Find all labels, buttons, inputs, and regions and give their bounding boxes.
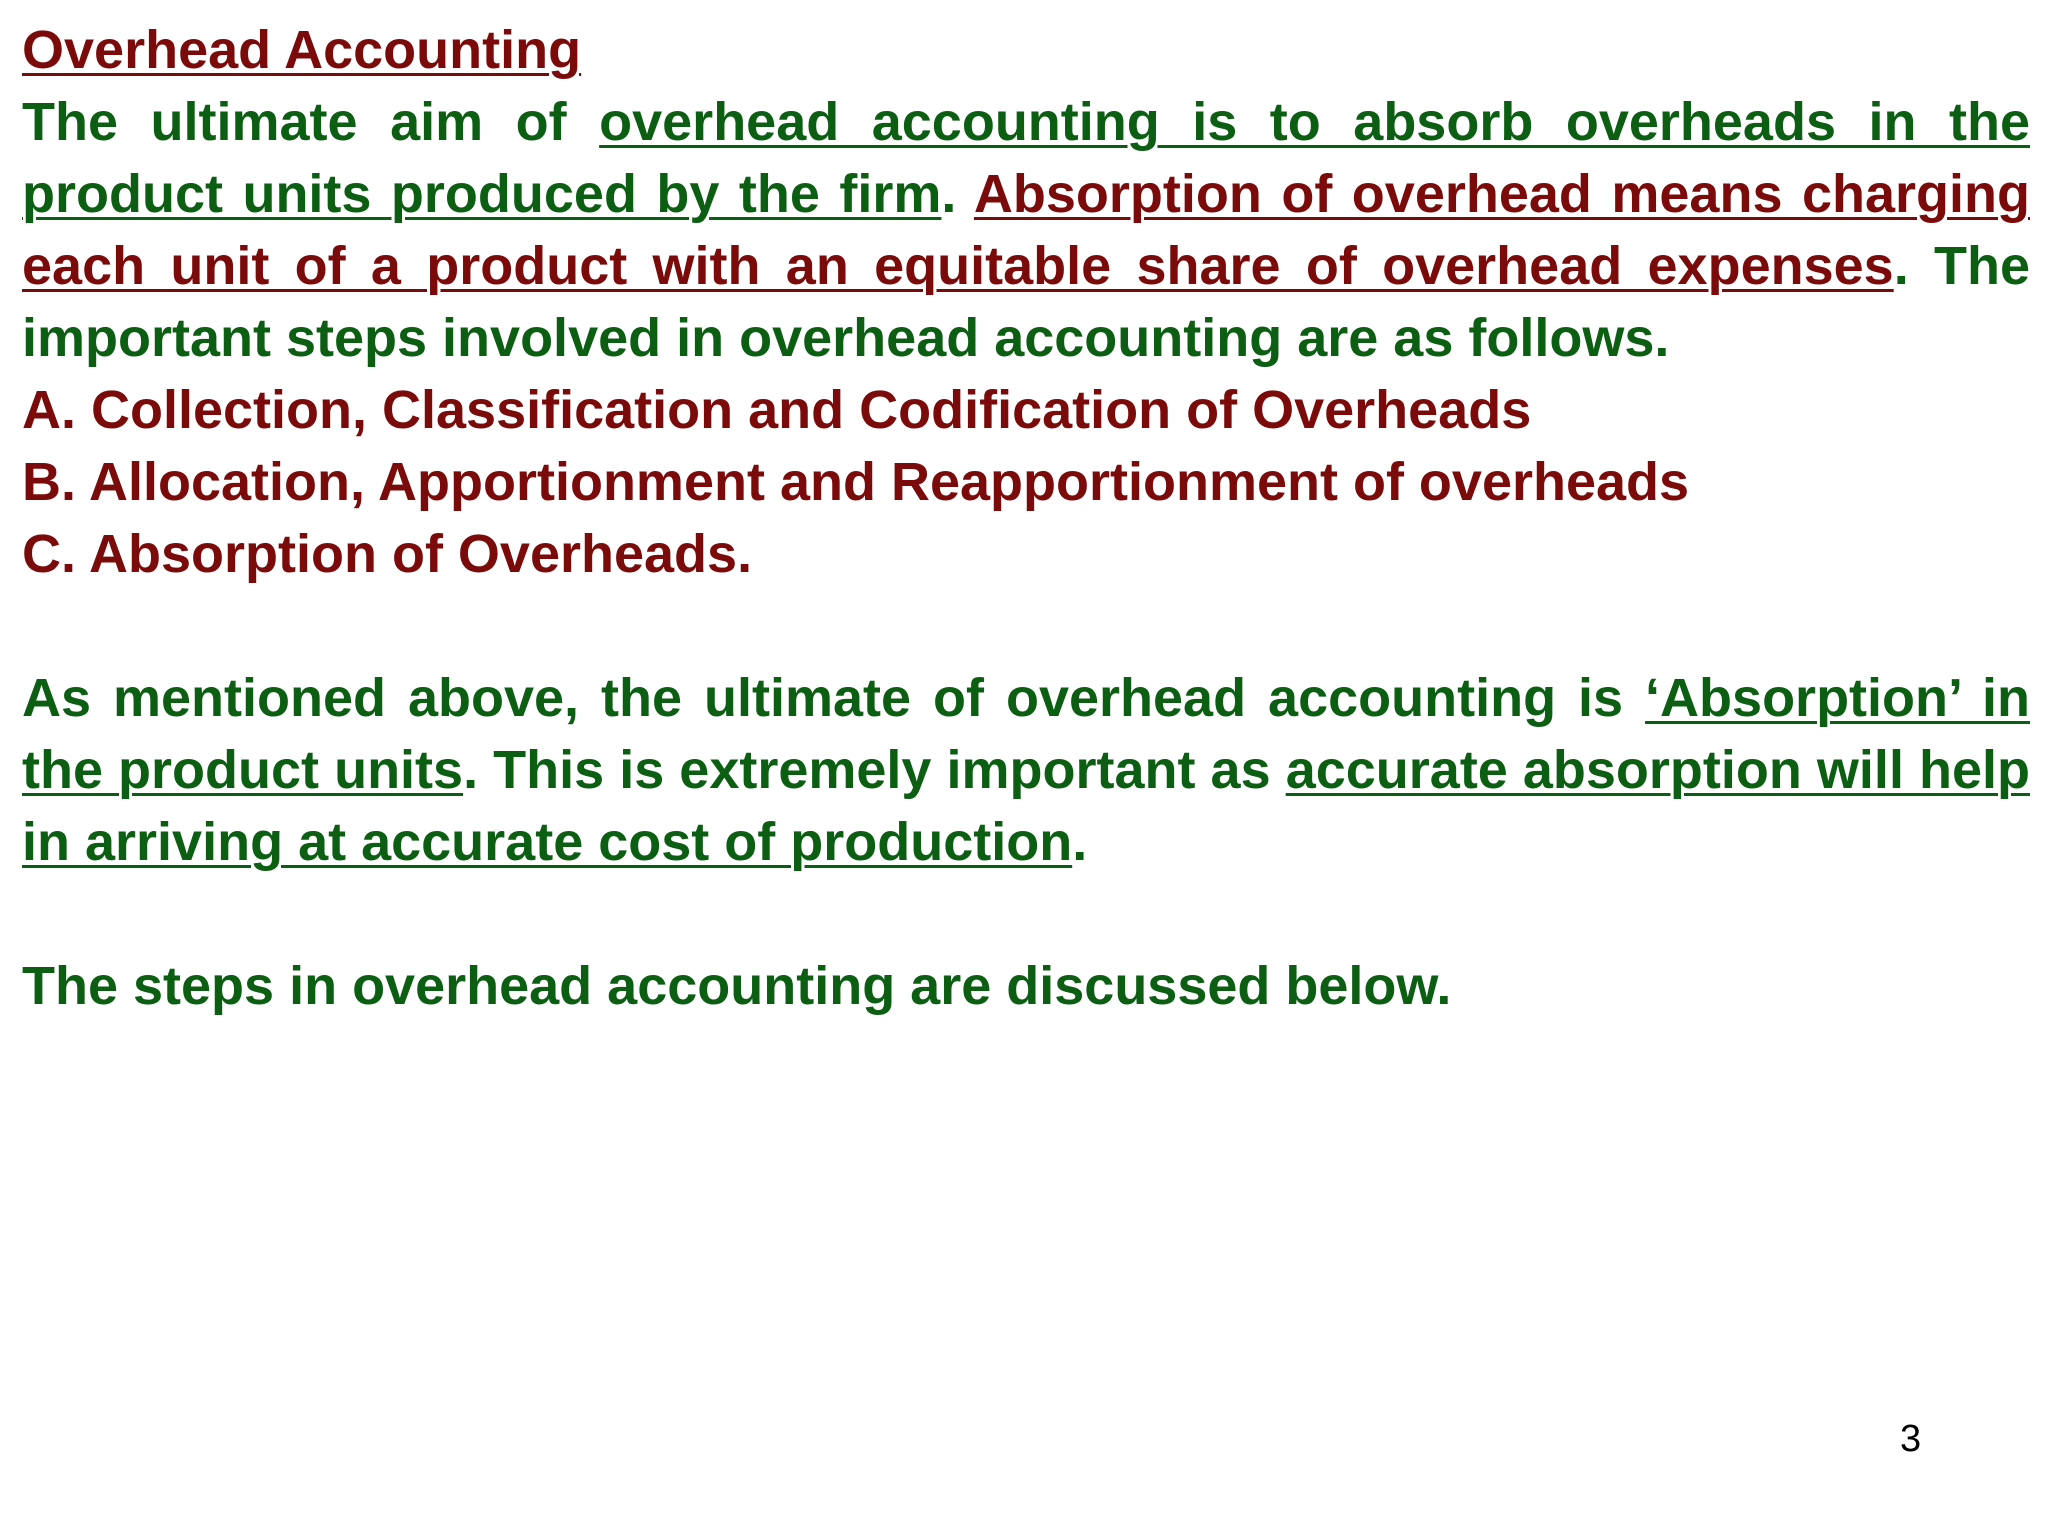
spacer — [22, 590, 2030, 662]
step-item-c: C. Absorption of Overheads. — [22, 524, 753, 584]
slide-title: Overhead Accounting — [22, 20, 582, 80]
absorption-paragraph — [22, 662, 2030, 878]
intro-text-end: . The important steps involved in overhead accounting are as follows. — [22, 236, 2030, 368]
closing-sentence: The steps in overhead accounting are discussed below. — [22, 956, 1452, 1016]
page-number: 3 — [1900, 1418, 1922, 1460]
intro-text-start: The ultimate aim of — [22, 92, 600, 152]
slide-content — [22, 14, 2030, 1022]
absorption-text-end: . — [1072, 812, 1088, 872]
absorption-underlined-phrase: ‘Absorption’ in the product units — [22, 668, 2030, 800]
absorption-definition: Absorption of overhead means charging each unit of a product with an equitable share of overhead expenses — [22, 164, 2030, 296]
absorption-text-mid: . This is extremely important as — [463, 740, 1286, 800]
intro-paragraph — [22, 86, 2030, 374]
intro-period: . — [941, 164, 974, 224]
step-item-a: A. Collection, Classification and Codification of Overheads — [22, 380, 1532, 440]
accurate-absorption-underlined: accurate absorption will help in arriving at accurate cost of production — [22, 740, 2031, 872]
steps-list — [22, 374, 2030, 590]
absorption-text-start: As mentioned above, the ultimate of overhead accounting is — [22, 668, 1646, 728]
intro-aim-underlined: overhead accounting is to absorb overheads in the product units produced by the firm — [22, 92, 2030, 224]
step-item-b: B. Allocation, Apportionment and Reapportionment of overheads — [22, 452, 1690, 512]
spacer — [22, 878, 2030, 950]
